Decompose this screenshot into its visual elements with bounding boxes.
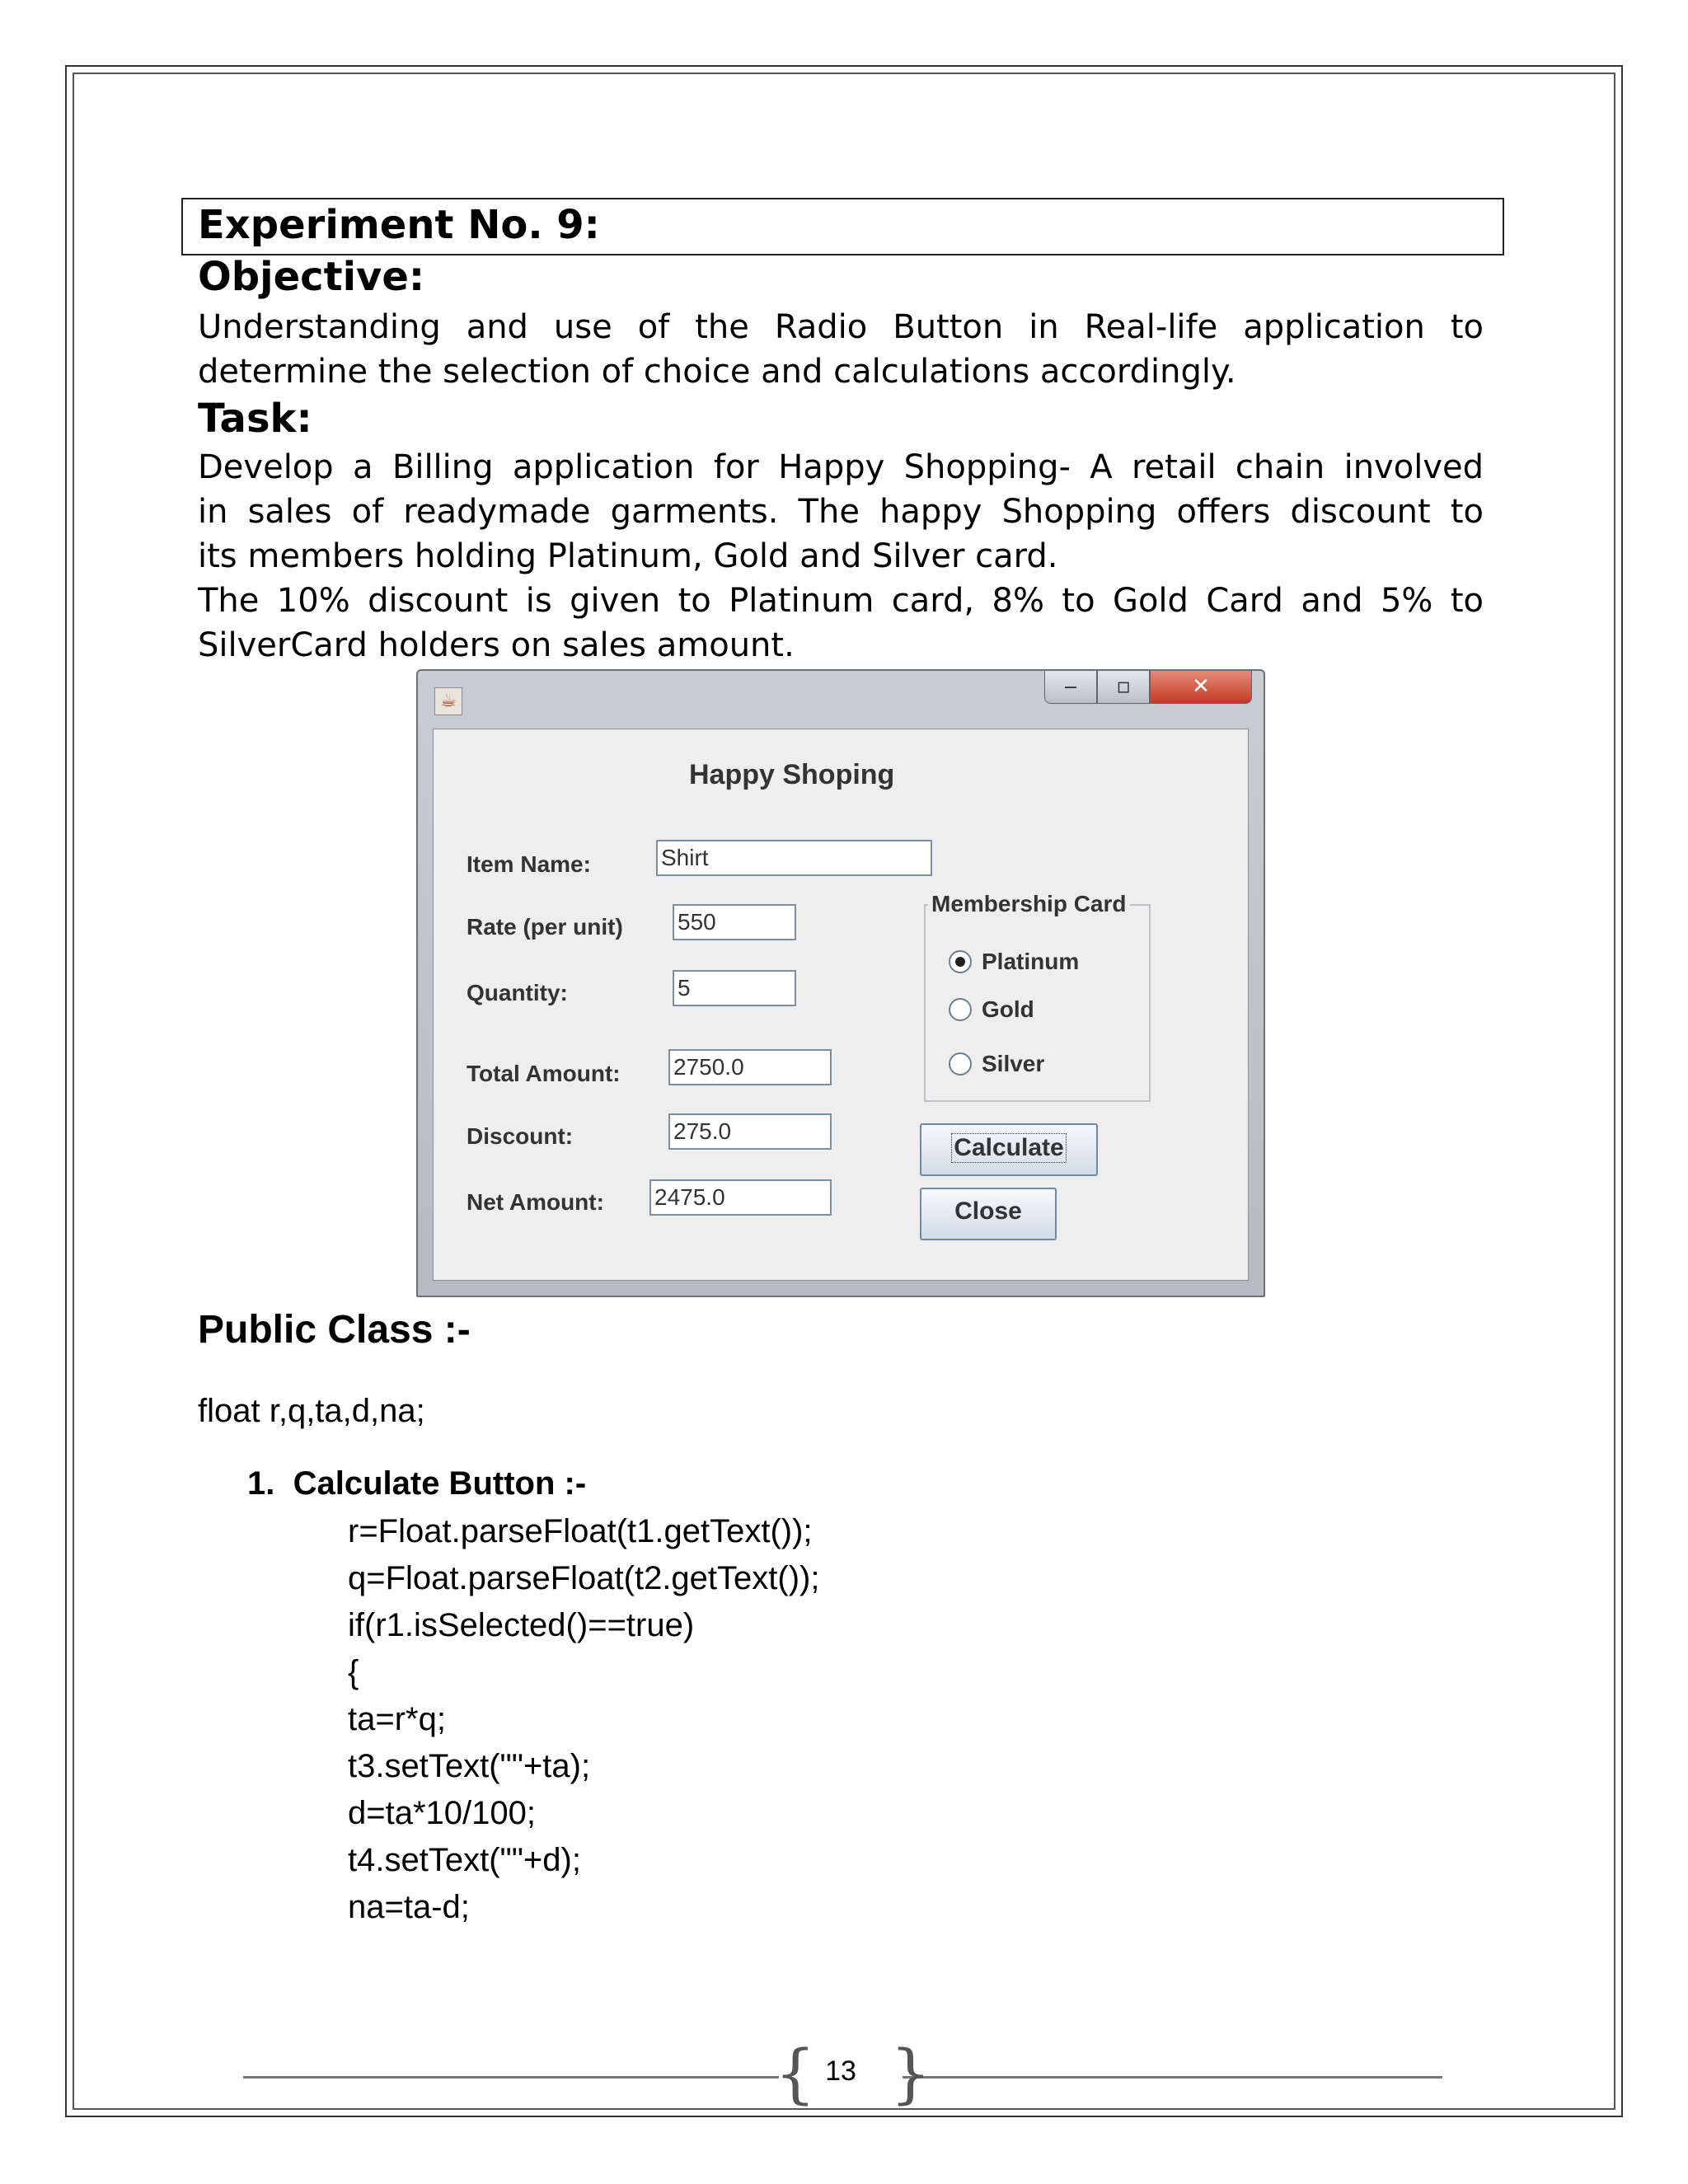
total-amount-input[interactable]: 2750.0 (668, 1049, 832, 1085)
code-line: t4.setText(""+d); (348, 1842, 581, 1878)
task-line: SilverCard holders on sales amount. (198, 626, 795, 664)
objective-heading: Objective: (198, 254, 425, 300)
code-line: na=ta-d; (348, 1889, 470, 1925)
net-amount-label: Net Amount: (467, 1189, 604, 1215)
right-brace-icon: } (890, 2037, 931, 2111)
code-line: t3.setText(""+ta); (348, 1748, 591, 1784)
code-line: if(r1.isSelected()==true) (348, 1607, 695, 1643)
footer-rule-right (903, 2076, 1442, 2079)
item-name-input[interactable]: Shirt (656, 840, 932, 876)
total-amount-label: Total Amount: (467, 1061, 621, 1086)
radio-label: Gold (982, 996, 1034, 1022)
left-brace-icon: { (775, 2037, 816, 2111)
calculate-button[interactable] (920, 1123, 1098, 1176)
list-number: 1. (247, 1465, 275, 1502)
public-class-heading: Public Class :- (198, 1308, 471, 1352)
close-button-label: Close (954, 1197, 1022, 1225)
close-button[interactable] (920, 1188, 1057, 1240)
quantity-input[interactable]: 5 (673, 970, 796, 1006)
experiment-title: Experiment No. 9: (198, 202, 600, 248)
radio-unselected-icon[interactable] (949, 998, 972, 1021)
code-line: q=Float.parseFloat(t2.getText()); (348, 1560, 820, 1596)
app-window (416, 669, 1265, 1297)
rate-input[interactable]: 550 (673, 904, 796, 940)
discount-input[interactable]: 275.0 (668, 1113, 832, 1150)
calculate-code-block (348, 1508, 819, 1931)
calculate-button-label: Calculate (951, 1133, 1066, 1163)
code-line: { (348, 1654, 359, 1690)
objective-line: Understanding and use of the Radio Button in Real-life application to (198, 308, 1484, 346)
item-name-label: Item Name: (467, 851, 591, 877)
radio-selected-icon[interactable] (949, 950, 972, 973)
task-line: The 10% discount is given to Platinum card, 8% to Gold Card and 5% to (198, 582, 1484, 620)
net-amount-input[interactable]: 2475.0 (649, 1179, 832, 1216)
code-line: r=Float.parseFloat(t1.getText()); (348, 1513, 813, 1549)
code-line: ta=r*q; (348, 1701, 446, 1737)
objective-line: determine the selection of choice and calculations accordingly. (198, 353, 1236, 391)
window-titlebar[interactable] (418, 671, 1264, 724)
objective-paragraph (198, 305, 1484, 394)
maximize-button[interactable]: ▫ (1097, 671, 1150, 704)
window-controls (1036, 671, 1259, 707)
task-paragraph (198, 445, 1484, 668)
radio-silver[interactable] (949, 1049, 1044, 1079)
java-icon: ☕ (434, 687, 462, 715)
radio-label: Silver (982, 1051, 1045, 1076)
window-client-area (433, 729, 1249, 1281)
task-line: Develop a Billing application for Happy Shopping- A retail chain involved (198, 448, 1484, 486)
footer-rule-left (243, 2076, 779, 2079)
rate-label: Rate (per unit) (467, 914, 623, 940)
app-title: Happy Shoping (689, 759, 895, 790)
radio-label: Platinum (982, 949, 1080, 974)
public-class-declaration: float r,q,ta,d,na; (198, 1393, 425, 1429)
radio-platinum[interactable] (949, 947, 1079, 977)
task-line: in sales of readymade garments. The happy Shopping offers discount to (198, 493, 1484, 531)
quantity-label: Quantity: (467, 980, 568, 1005)
radio-unselected-icon[interactable] (949, 1052, 972, 1076)
discount-label: Discount: (467, 1123, 574, 1149)
calculate-heading-text: Calculate Button :- (293, 1465, 587, 1502)
close-window-button[interactable]: ✕ (1150, 671, 1252, 704)
radio-gold[interactable] (949, 995, 1034, 1024)
page-number: 13 (825, 2055, 856, 2087)
task-line: its members holding Platinum, Gold and Silver card. (198, 537, 1058, 575)
membership-card-title: Membership Card (928, 891, 1130, 917)
task-heading: Task: (198, 396, 312, 442)
code-line: d=ta*10/100; (348, 1795, 536, 1831)
calculate-section-heading (247, 1460, 586, 1507)
minimize-button[interactable]: ‒ (1044, 671, 1097, 704)
